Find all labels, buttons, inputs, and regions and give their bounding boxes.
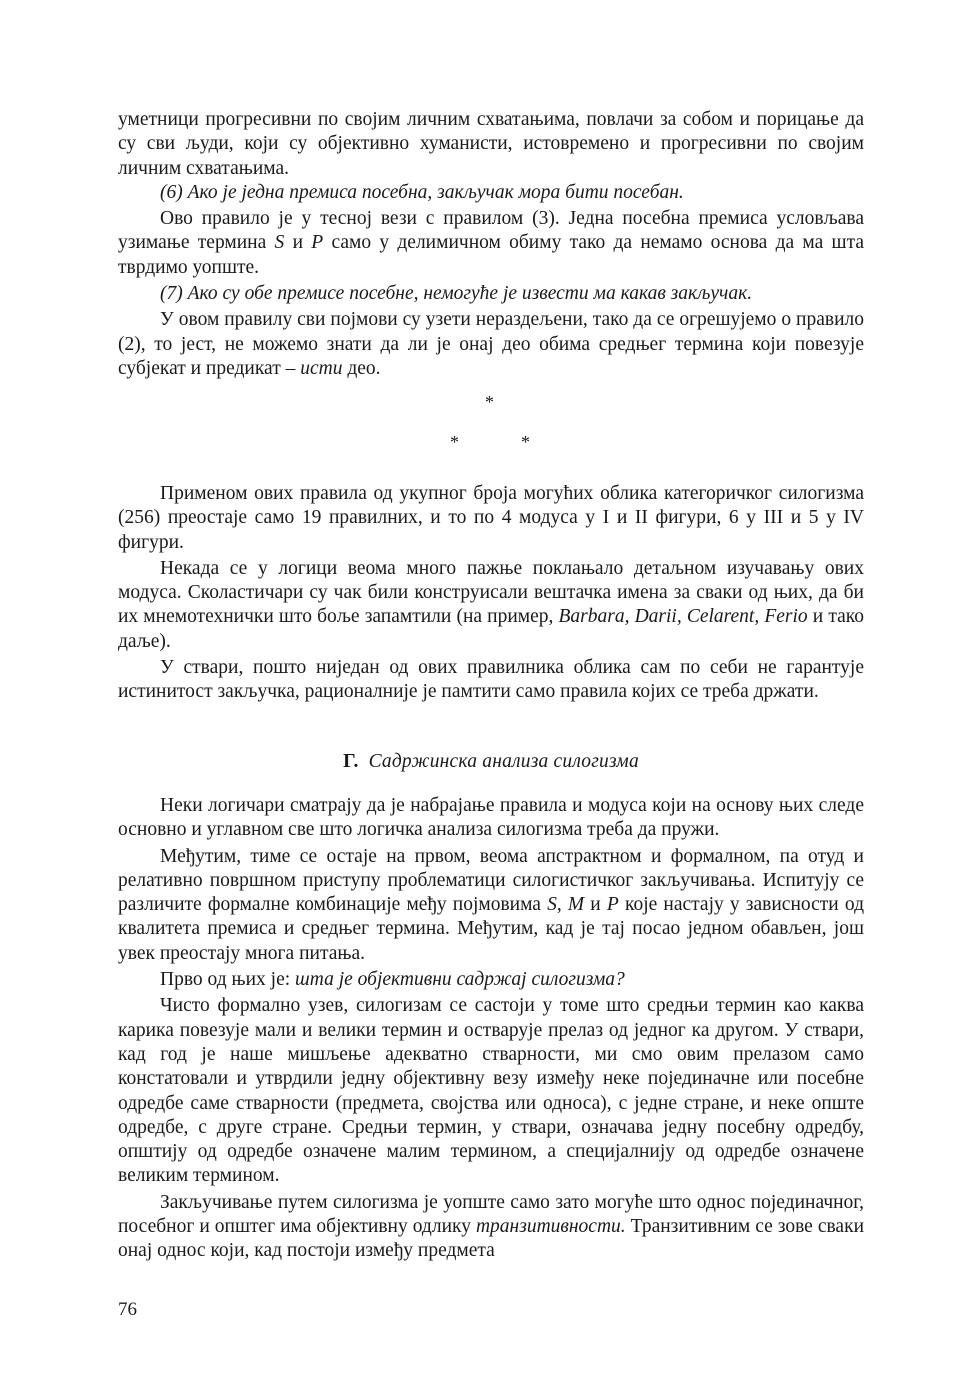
paragraph-scholastics: Некада се у логици веома много пажње поклањало детаљном изучавању ових модуса. Сколастичари су чак били конструисали вештачка имена за сваки од њих, да би их мнемотехнички што боље запамтили (на пример, Barbara, Darii, Celarent, Ferio и тако даље). <box>118 557 864 652</box>
paragraph-rationale: У ствари, пошто ниједан од ових правилника облика сам по себи не гарантује истинитост закључка, рационалније је памтити само правила којих се треба држати. <box>118 657 864 703</box>
rule-7: (7) Ако су обе премисе посебне, немогуће је извести ма какав закључак. <box>160 283 753 305</box>
page-number: 76 <box>118 1299 137 1320</box>
section-title: Садржинска анализа силогизма <box>368 751 639 772</box>
paragraph-rule-7-explanation: У овом правилу сви појмови су узети нераздељени, тако да се огрешујемо о правило (2), то јест, не можемо знати да ли је онај део обима средњег термина који повезује субјекат и предикат – исти део. <box>118 309 864 379</box>
asterism-star: * <box>450 432 459 452</box>
paragraph-rule-6-explanation: Ово правило је у тесној вези с правилом (3). Једна посебна премиса условљава узимање термина S и P само у делимичном обиму тако да немамо основа да ма шта тврдимо уопште. <box>118 208 864 278</box>
asterism-star: * <box>485 392 494 412</box>
paragraph-valid-moods: Применом ових правила од укупног броја могућих облика категоричког силогизма (256) преостаје само 19 правилних, и то по 4 модуса у I и II фигури, 6 у III и 5 у IV фигури. <box>118 483 864 553</box>
text-block-moduses <box>118 482 864 705</box>
paragraph-continuation: уметници прогресивни по својим личним схватањима, повлачи за собом и порицање да су сви људи, који су објективно хуманисти, истовремено и прогресивни по својим личним схватањима. <box>118 109 864 179</box>
paragraph-first-question: Прво од њих је: шта је објективни садржај силогизма? <box>160 969 625 991</box>
section-letter: Г. <box>343 751 359 772</box>
paragraph-transitivity: Закључивање путем силогизма је уопште само зато могуће што однос појединачног, посебног и општег има објективну одлику транзитивности. Транзитивним се зове сваки онај однос који, кад постоји између предмета <box>118 1191 864 1262</box>
paragraph-formal-approach: Међутим, тиме се остаје на првом, веома апстрактном и формалном, па отуд и релативно површном приступу проблематици силогистичког закључивања. Испитују се различите формалне комбинације међу појмовима S, M и P које настају у зависности од квалитета премиса и средњег термина. Међутим, кад је тај посао једном обављен, још увек преостају многа питања. <box>118 845 865 964</box>
rule-6: (6) Ако је једна премиса посебна, закључак мора бити посебан. <box>160 181 684 203</box>
asterism-star: * <box>521 432 530 452</box>
text-block-rules <box>118 108 864 381</box>
paragraph-middle-term: Чисто формално узев, силогизам се састоји у томе што средњи термин као каква карика повезује мали и велики термин и остварује прелаз од једног ка другом. У ствари, кад год је наше мишљење адекватно стварности, ми смо овим прелазом само констатовали и утврдили једну објективну везу између неке појединачне или посебне одредбе саме стварности (предмета, својства или односа), с једне стране, и неке опште одредбе, с друге стране. Средњи термин, у ствари, означава једну посебну одредбу, општију од одредбе означене малим термином, а специјалнију од одредбе означене великим термином. <box>118 995 864 1187</box>
text-block-content-analysis <box>118 794 864 1264</box>
section-heading <box>118 750 864 774</box>
paragraph-logicians: Неки логичари сматрају да је набрајање правила и модуса који на основу њих следе основно и углавном све што логичка анализа силогизма треба да пружи. <box>118 795 864 841</box>
